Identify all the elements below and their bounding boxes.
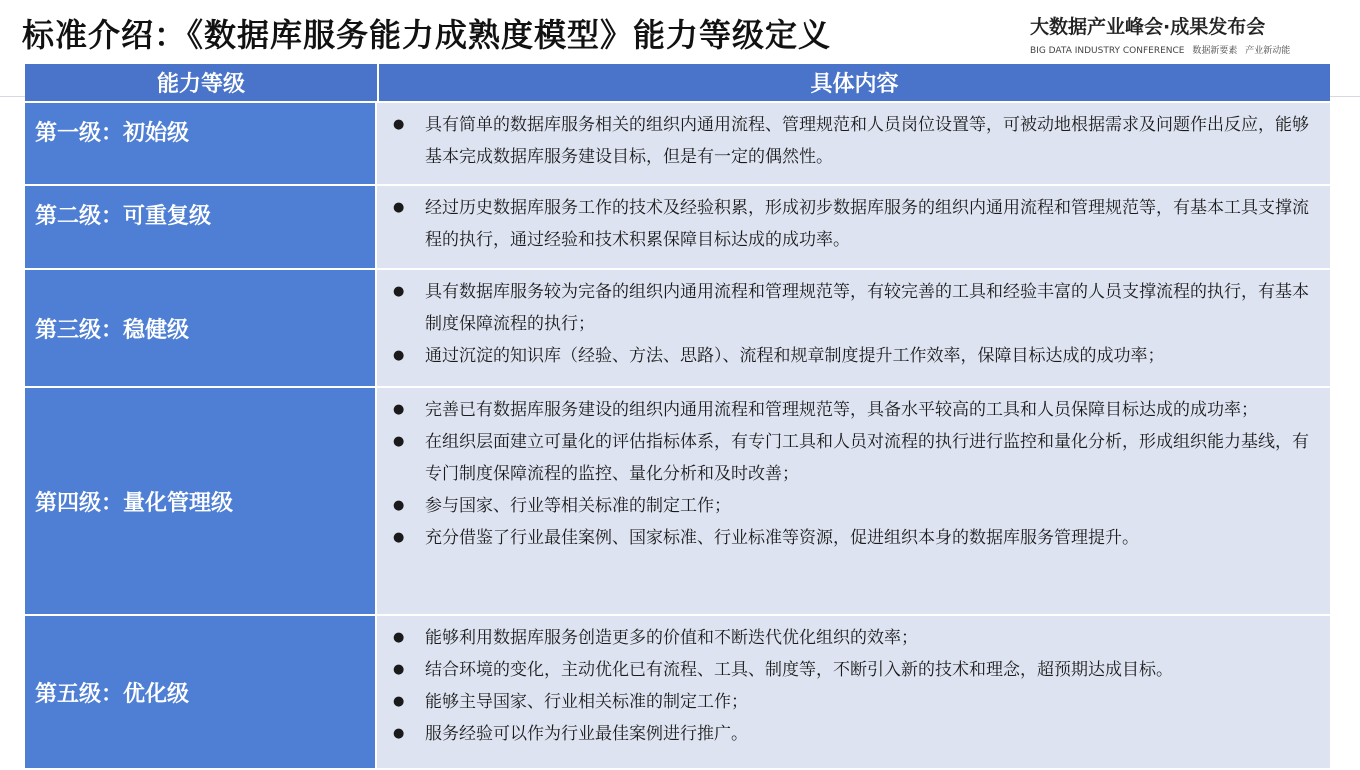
list-item bbox=[393, 276, 1310, 340]
page-title: 标准介绍：《数据库服务能力成熟度模型》能力等级定义 bbox=[22, 16, 832, 54]
list-item-text: 完善已有数据库服务建设的组织内通用流程和管理规范等，具备水平较高的工具和人员保障目标达成的成功率； bbox=[425, 400, 1258, 420]
bullet-icon: ● bbox=[393, 348, 405, 363]
level-name-cell: 第三级：稳健级 bbox=[25, 270, 377, 386]
level-content-cell bbox=[377, 270, 1330, 386]
list-item bbox=[393, 394, 1310, 426]
list-item-text: 具有数据库服务较为完备的组织内通用流程和管理规范等，有较完善的工具和经验丰富的人员支撑流程的执行，有基本制度保障流程的执行； bbox=[425, 282, 1309, 334]
conference-logo bbox=[1030, 12, 1330, 56]
header-content-column: 具体内容 bbox=[810, 72, 899, 97]
level-content-cell bbox=[377, 103, 1330, 184]
level-name-cell: 第四级：量化管理级 bbox=[25, 388, 377, 614]
table-row bbox=[25, 186, 1330, 270]
level-name-cell: 第一级：初始级 bbox=[25, 103, 377, 184]
list-item-text: 服务经验可以作为行业最佳案例进行推广。 bbox=[425, 724, 748, 744]
list-item-text: 充分借鉴了行业最佳案例、国家标准、行业标准等资源，促进组织本身的数据库服务管理提升。 bbox=[425, 528, 1139, 548]
list-item bbox=[393, 426, 1310, 490]
list-item bbox=[393, 490, 1310, 522]
list-item bbox=[393, 622, 1310, 654]
table-body bbox=[25, 103, 1330, 770]
logo-tag-1: 数据新要素 bbox=[1192, 46, 1238, 56]
list-item bbox=[393, 109, 1310, 173]
level-content-cell bbox=[377, 186, 1330, 268]
logo-tag-2: 产业新动能 bbox=[1245, 46, 1291, 56]
level-content-cell bbox=[377, 616, 1330, 768]
bullet-icon: ● bbox=[393, 284, 405, 299]
capability-level-table bbox=[25, 64, 1330, 770]
list-item-text: 通过沉淀的知识库（经验、方法、思路）、流程和规章制度提升工作效率，保障目标达成的成功率； bbox=[425, 346, 1165, 366]
table-header-row bbox=[25, 64, 1330, 103]
header-level-column: 能力等级 bbox=[25, 64, 379, 101]
bullet-icon: ● bbox=[393, 402, 405, 417]
bullet-icon: ● bbox=[393, 200, 405, 215]
table-row bbox=[25, 103, 1330, 186]
logo-title: 大数据产业峰会·成果发布会 bbox=[1030, 16, 1266, 38]
list-item bbox=[393, 192, 1310, 256]
table-row bbox=[25, 616, 1330, 770]
list-item-text: 参与国家、行业等相关标准的制定工作； bbox=[425, 496, 731, 516]
bullet-icon: ● bbox=[393, 498, 405, 513]
bullet-icon: ● bbox=[393, 117, 405, 132]
list-item-text: 在组织层面建立可量化的评估指标体系，有专门工具和人员对流程的执行进行监控和量化分析，形成组织能力基线，有专门制度保障流程的监控、量化分析和及时改善； bbox=[425, 432, 1309, 484]
list-item-text: 经过历史数据库服务工作的技术及经验积累，形成初步数据库服务的组织内通用流程和管理规范等，有基本工具支撑流程的执行，通过经验和技术积累保障目标达成的成功率。 bbox=[425, 198, 1309, 250]
level-name-cell: 第五级：优化级 bbox=[25, 616, 377, 768]
bullet-icon: ● bbox=[393, 434, 405, 449]
list-item-text: 能够利用数据库服务创造更多的价值和不断迭代优化组织的效率； bbox=[425, 628, 918, 648]
bullet-icon: ● bbox=[393, 726, 405, 741]
list-item bbox=[393, 718, 1310, 750]
list-item-text: 能够主导国家、行业相关标准的制定工作； bbox=[425, 692, 748, 712]
bullet-icon: ● bbox=[393, 694, 405, 709]
logo-subtitle bbox=[1030, 43, 1330, 56]
table-row bbox=[25, 270, 1330, 388]
bullet-icon: ● bbox=[393, 662, 405, 677]
logo-english: BIG DATA INDUSTRY CONFERENCE bbox=[1030, 46, 1185, 56]
bullet-icon: ● bbox=[393, 630, 405, 645]
list-item-text: 具有简单的数据库服务相关的组织内通用流程、管理规范和人员岗位设置等，可被动地根据需求及问题作出反应，能够基本完成数据库服务建设目标，但是有一定的偶然性。 bbox=[425, 115, 1309, 167]
level-name-cell: 第二级：可重复级 bbox=[25, 186, 377, 268]
list-item-text: 结合环境的变化，主动优化已有流程、工具、制度等，不断引入新的技术和理念，超预期达成目标。 bbox=[425, 660, 1173, 680]
bullet-icon: ● bbox=[393, 530, 405, 545]
list-item bbox=[393, 654, 1310, 686]
list-item bbox=[393, 522, 1310, 554]
level-content-cell bbox=[377, 388, 1330, 614]
list-item bbox=[393, 686, 1310, 718]
list-item bbox=[393, 340, 1310, 372]
table-row bbox=[25, 388, 1330, 616]
